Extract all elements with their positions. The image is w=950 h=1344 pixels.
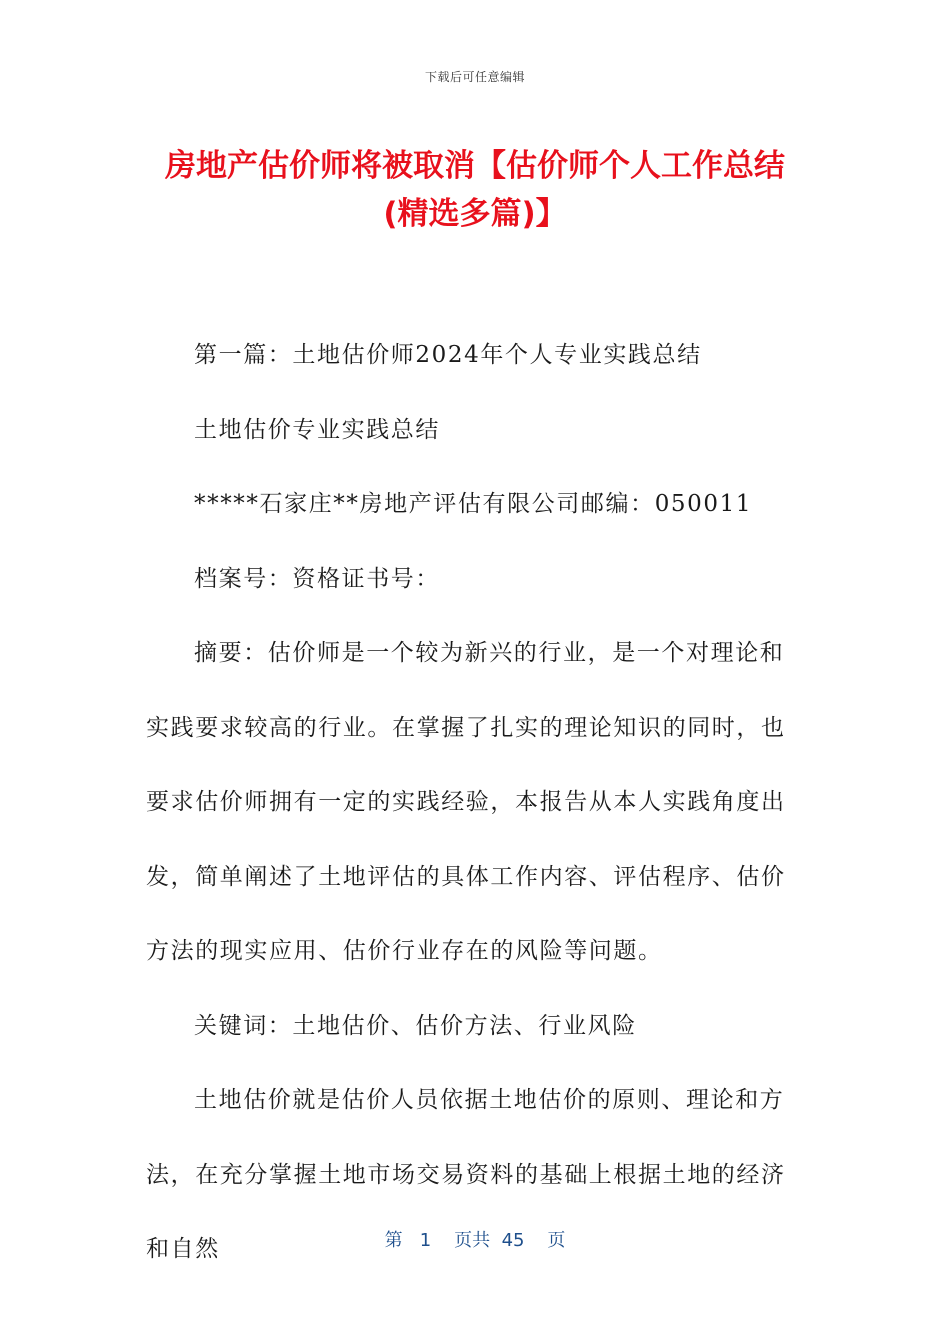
total-pages-number: 45 [501, 1230, 525, 1251]
paragraph-subtitle: 土地估价专业实践总结 [194, 416, 440, 443]
page-label-suffix: 页 [547, 1230, 566, 1251]
paragraph-abstract: 摘要：估价师是一个较为新兴的行业，是一个对理论和实践要求较高的行业。在掌握了扎实的理论知识的同时，也要求估价师拥有一定的实践经验，本报告从本人实践角度出发，简单阐述了土地评估的具体工作内容、评估程序、估价方法的现实应用、估价行业存在的风险等问题。 [146, 640, 786, 964]
page-footer [0, 1226, 950, 1252]
document-title: 房地产估价师将被取消【估价师个人工作总结(精选多篇)】 [165, 148, 785, 232]
paragraph-file-number: 档案号：资格证书号： [194, 565, 440, 592]
page-label-mid: 页共 [454, 1230, 491, 1251]
paragraph-keywords: 关键词：土地估价、估价方法、行业风险 [194, 1012, 637, 1039]
paragraph-body-start: 土地估价就是估价人员依据土地估价的原则、理论和方法，在充分掌握土地市场交易资料的基础上根据土地的经济和自然 [146, 1087, 786, 1262]
paragraph-section-heading: 第一篇：土地估价师2024年个人专业实践总结 [194, 342, 702, 368]
paragraph-company-postcode: *****石家庄**房地产评估有限公司邮编：050011 [194, 491, 753, 517]
header-note: 下载后可任意编辑 [424, 70, 525, 84]
current-page-number: 1 [419, 1230, 432, 1251]
page-label-prefix: 第 [384, 1230, 403, 1251]
document-body [146, 318, 806, 1287]
